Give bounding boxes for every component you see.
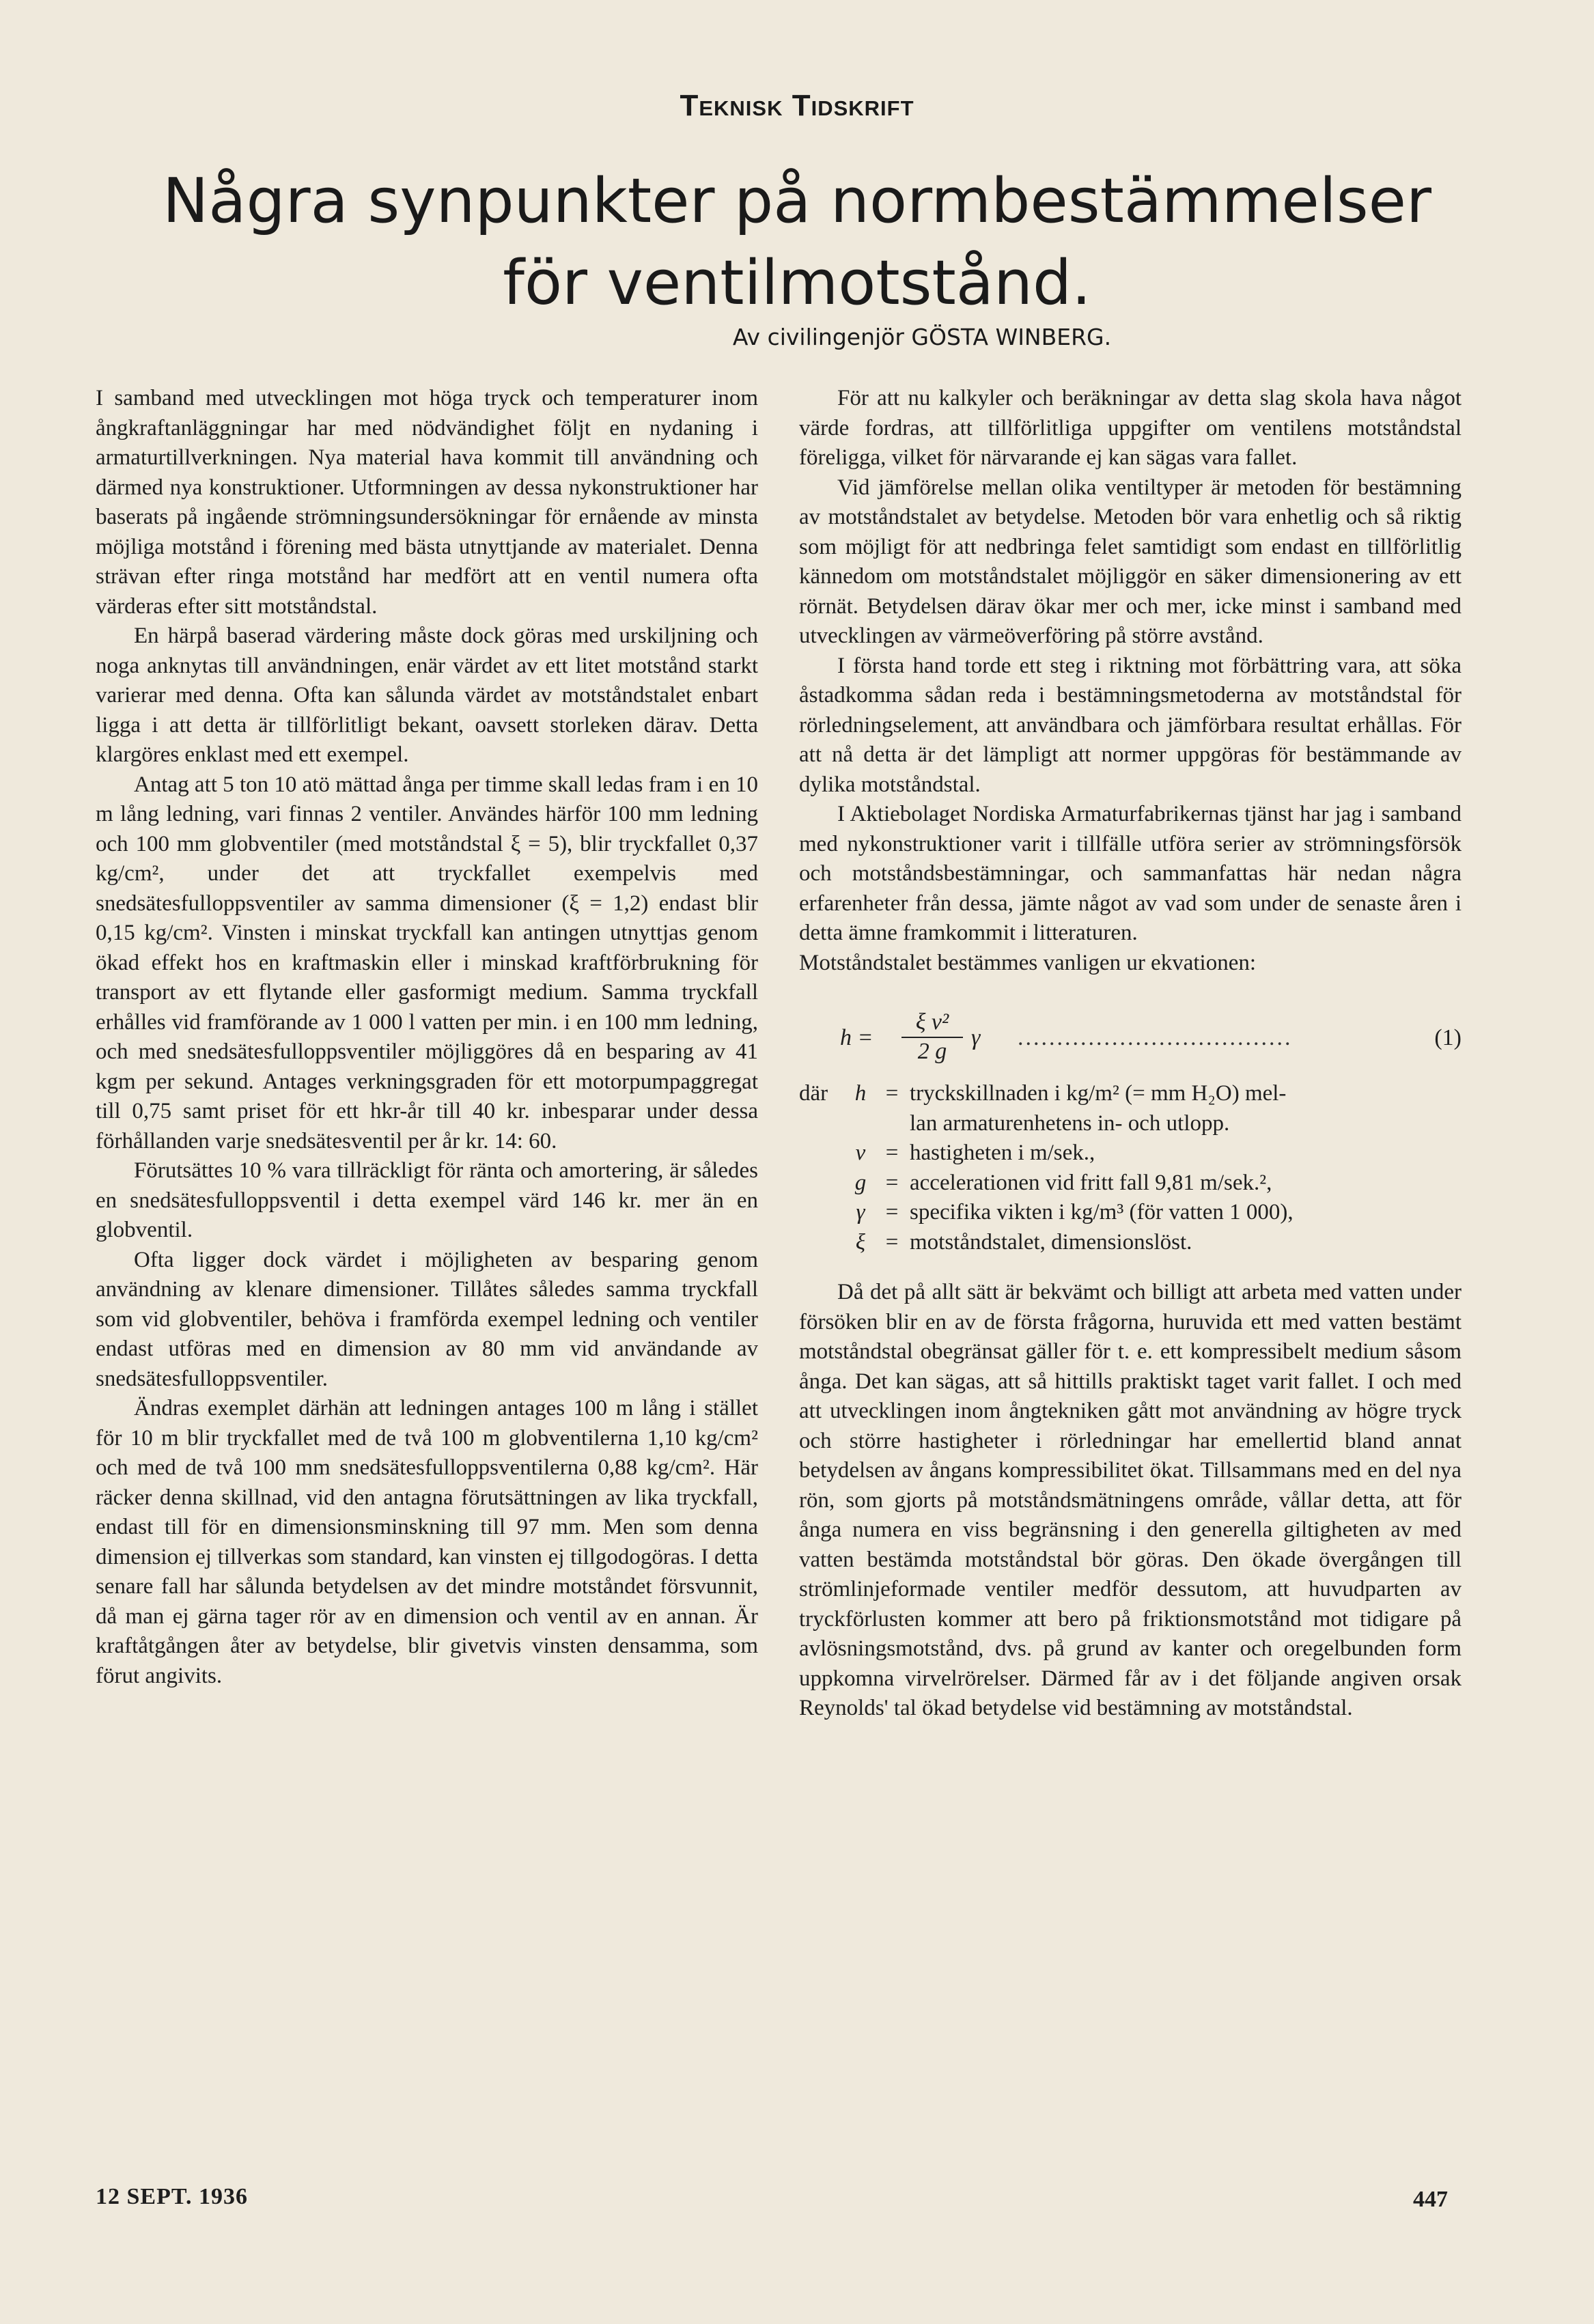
definition-text: tryckskillnaden i kg/m² (= mm H₂O) mel- xyxy=(910,1081,1287,1106)
definition-text: accelerationen vid fritt fall 9,81 m/sek.², xyxy=(910,1170,1272,1195)
definition-row xyxy=(799,1198,1462,1228)
equation-1 xyxy=(799,1008,1462,1067)
definition-symbol: γ xyxy=(856,1200,865,1224)
definition-row xyxy=(799,1138,1462,1168)
definition-prefix xyxy=(799,1198,847,1228)
symbol-definitions xyxy=(799,1079,1462,1257)
definition-text: hastigheten i m/sek., xyxy=(910,1140,1095,1165)
journal-header: Teknisk Tidskrift xyxy=(680,89,914,122)
paragraph: Förutsättes 10 % vara tillräckligt för ränta och amortering, är således en snedsätesfulloppsventil i detta exempel värd 146 kr. mer än en globventil. xyxy=(96,1158,758,1242)
page-number: 447 xyxy=(1413,2187,1448,2212)
definition-equals: = xyxy=(885,1200,899,1224)
definition-row xyxy=(799,1168,1462,1199)
definition-prefix xyxy=(799,1168,847,1199)
definition-row xyxy=(799,1079,1462,1109)
equation-number: (1) xyxy=(1434,1025,1462,1050)
definition-symbol: ξ xyxy=(855,1229,866,1255)
paragraph: I samband med utvecklingen mot höga tryck och temperaturer inom ångkraftanläggningar har med nödvändighet följt en nydaning i armaturtillverkningen. Nya material hava kommit till användning och därmed nya konstruktioner. Utformningen av dessa nykonstruktioner har baserats på ingående strömningsundersökningar för ernående av minsta möjliga motstånd i förening med bästa utnyttjande av materialet. Denna strävan efter ringa motstånd har medfört att en ventil numera ofta värderas efter sitt motståndstal. xyxy=(96,386,758,619)
paragraph: Motståndstalet bestämmes vanligen ur ekvationen: xyxy=(799,950,1257,975)
definition-text: specifika vikten i kg/m³ (för vatten 1 000), xyxy=(910,1200,1294,1224)
article-title-line-2: för ventilmotstånd. xyxy=(503,247,1091,319)
right-column xyxy=(799,384,1462,1724)
equation-fraction xyxy=(901,1008,963,1065)
article-byline: Av civilingenjör GÖSTA WINBERG. xyxy=(732,324,1112,350)
paragraph: Antag att 5 ton 10 atö mättad ånga per timme skall ledas fram i en 10 m lång ledning, vari finnas 2 ventiler. Användes härför 100 mm ledning och 100 mm globventiler (med motståndstal ξ = 5), blir tryckfallet 0,37 kg/cm², under det att tryckfallet exempelvis med snedsätesfulloppsventiler av samma dimensioner (ξ = 1,2) endast blir 0,15 kg/cm². Vinsten i minskat tryckfall kan antingen utnyttjas genom ökad effekt hos en kraftmaskin eller i minskad kraftförbrukning för transport av ett flytande eller gasformigt medium. Samma tryckfall erhålles vid framförande av 1 000 l vatten per min. i en 100 mm ledning, och med snedsätesfulloppsventiler möjliggöres då en besparing av 41 kgm per sekund. Antages verkningsgraden för ett motorpumpaggregat till 0,75 samt priset för ett hkr-år till 40 kr. inbesparar under dessa förhållanden varje snedsätesventil per år kr. 14: 60. xyxy=(96,772,758,1153)
definition-equals: = xyxy=(885,1081,899,1106)
article-title-line-1: Några synpunkter på normbestämmelser xyxy=(162,165,1432,237)
paragraph: I första hand torde ett steg i riktning mot förbättring vara, att söka åstadkomma sådan reda i bestämningsmetoderna av motståndstal för rörledningselement, att användbara och jämförbara resultat erhållas. För att nå detta är det lämpligt att normer uppgöras för bestämmande av dylika motståndstal. xyxy=(799,653,1462,797)
definition-row xyxy=(799,1228,1462,1258)
equation-leader-dots: ................................... xyxy=(1018,1025,1293,1050)
definition-text: lan armaturenhetens in- och utlopp. xyxy=(910,1110,1230,1136)
paragraph: Då det på allt sätt är bekvämt och billigt att arbeta med vatten under försöken blir en av de första frågorna, huruvida ett med vatten bestämt motståndstal obegränsat gäller för t. e. ett kompressibelt medium såsom ånga. Det kan sägas, att så hittills praktiskt taget varit fallet. I och med att utvecklingen inom ångtekniken gått mot användning av högre tryck och större hastigheter i rörledningar har emellertid bland annat betydelsen av ångans kompressibilitet ökat. Tillsammans med en del nya rön, som gjorts på motståndsmätningens område, vållar detta, att för ånga numera en viss begränsning i den generella giltigheten av med vatten bestämda motståndstal bör göras. Den ökade övergången till strömlinjeformade ventiler medför dessutom, att huvudparten av tryckförlusten kommer att bero på friktionsmotstånd mot tidigare på avlösningsmotstånd, dvs. på grund av kanter och oregelbunden form uppkomna virvelrörelser. Därmed får av i det följande angiven orsak Reynolds' tal ökad betydelse vid bestämning av motståndstal. xyxy=(799,1280,1462,1720)
definition-prefix xyxy=(799,1138,847,1168)
definition-equals: = xyxy=(885,1170,899,1195)
paragraph: För att nu kalkyler och beräkningar av detta slag skola hava något värde fordras, att tillförlitliga uppgifter om ventilens motståndstal föreligga, vilket för närvarande ej kan sägas vara fallet. xyxy=(799,386,1462,470)
paragraph: I Aktiebolaget Nordiska Armaturfabrikernas tjänst har jag i samband med nykonstruktioner varit i tillfälle utföra serier av strömningsförsök och motståndsbestämningar, och sammanfattas här nedan några erfarenheter från dessa, jämte något av vad som under de senaste åren i detta ämne framkommit i litteraturen. xyxy=(799,802,1462,945)
paragraph: Ofta ligger dock värdet i möjligheten av besparing genom användning av klenare dimensioner. Tillåtes således samma tryckfall som vid globventiler, behöva i framförda exempel ledning och ventiler endast utföras med en dimension av 80 mm vid användande av snedsätesfulloppsventiler. xyxy=(96,1247,758,1391)
definition-prefix: där xyxy=(799,1081,828,1106)
equation-lhs: h = xyxy=(840,1025,873,1050)
equation-factor: γ xyxy=(971,1025,981,1050)
definition-equals: = xyxy=(885,1229,899,1255)
definition-symbol: h xyxy=(854,1081,867,1106)
definition-symbol: v xyxy=(855,1140,866,1165)
definition-symbol: g xyxy=(854,1170,867,1195)
left-column xyxy=(96,384,758,1691)
article-title xyxy=(96,160,1498,324)
definition-text: motståndstalet, dimensionslöst. xyxy=(910,1229,1192,1255)
equation-denominator: 2 g xyxy=(917,1039,947,1064)
paragraph: Ändras exemplet därhän att ledningen antages 100 m lång i stället för 10 m blir tryckfallet med de två 100 m globventilerna 1,10 kg/cm² och med de två 100 mm snedsätesfulloppsventilerna 0,88 kg/cm². Här räcker denna skillnad, vid den antagna förutsättningen av lika tryckfall, endast till för en dimensionsminskning till 97 mm. Men som denna dimension ej tillverkas som standard, kan vinsten ej tillgodogöras. I detta senare fall har sålunda betydelsen av det mindre motståndet försvunnit, då man ej gärna tager rör av en dimension och ventil av en annan. Är kraftåtgången åter av betydelse, blir givetvis vinsten densamma, som förut angivits. xyxy=(96,1396,758,1688)
definition-prefix xyxy=(799,1228,847,1258)
definition-row xyxy=(799,1109,1462,1139)
paragraph: En härpå baserad värdering måste dock göras med urskiljning och noga anknytas till användningen, enär värdet av ett litet motstånd starkt varierar med denna. Ofta kan sålunda värdet av motståndstalet enbart ligga i att detta är tillförlitligt bekant, oavsett storleken därav. Detta klargöres enklast med ett exempel. xyxy=(96,624,758,767)
definition-equals: = xyxy=(885,1140,899,1165)
equation-numerator: ξ v² xyxy=(901,1008,963,1038)
paragraph: Vid jämförelse mellan olika ventiltyper är metoden för bestämning av motståndstalet av betydelse. Metoden bör vara enhetlig och så riktig som möjligt för att nedbringa felet samtidigt som endast en tillförlitlig kännedom om motståndstalet möjliggör en säker dimensionering av ett rörnät. Betydelsen därav ökar mer och mer, icke minst i samband med utvecklingen av värmeöverföring på större avstånd. xyxy=(799,475,1462,648)
footer-date: 12 SEPT. 1936 xyxy=(96,2184,249,2209)
